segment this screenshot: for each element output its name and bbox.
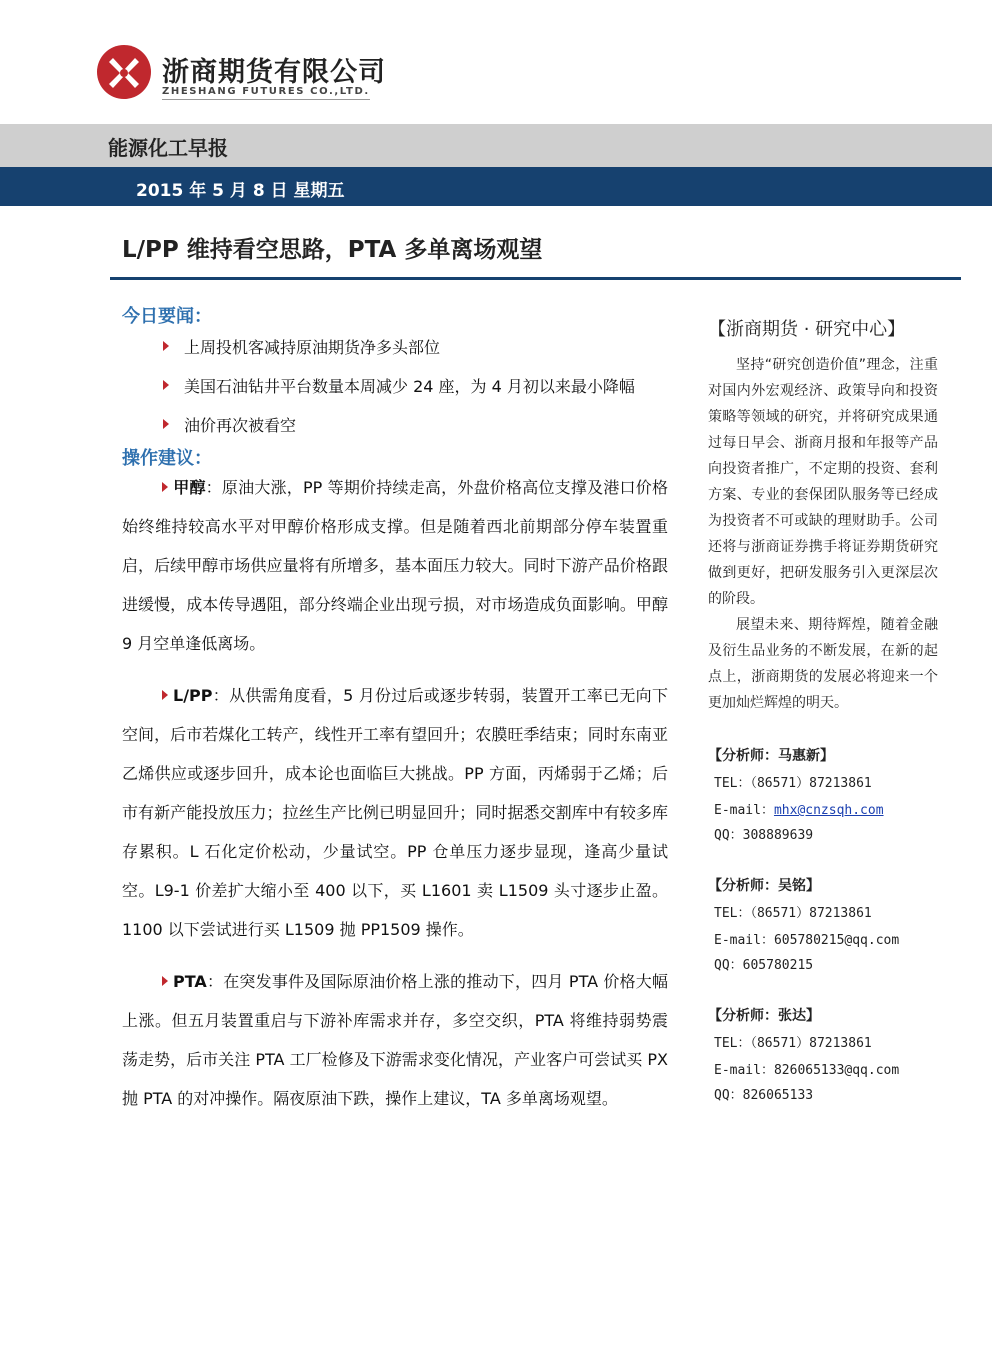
research-center-title: 【浙商期货 · 研究中心】 [708,319,906,340]
analyst-tel: TEL：（86571）87213861 [714,776,872,791]
advice-text: 从供需角度看，5 月份过后或逐步转弱，装置开工率已无向下空间，后市若煤化工转产，线性开工率有望回升；农膜旺季结束；同时东南亚乙烯供应或逐步回升，成本论也面临巨大挑战。PP 方面，丙烯弱于乙烯；后市有新产能投放压力；拉丝生产比例已明显回升；同时据悉交割库中有较多库存累积。L 石化定价松动，少量试空。PP 仓单压力逐步显现，逢高少量试空。L9-1 价差扩大缩小至 400 以下，买 L1601 卖 L1509 头寸逐步止盈。1100 以下尝试进行买 L1509 抛 PP1509 操作。 [122,686,668,939]
research-center-intro: 坚持“研究创造价值”理念，注重对国内外宏观经济、政策导向和投资策略等领域的研究，并将研究成果通过每日早会、浙商月报和年报等产品向投资者推广，不定期的投资、套利方案、专业的套保团队服务等已经成为投资者不可或缺的理财助手。公司还将与浙商证券携手将证券期货研究做到更好，把研发服务引入更深层次的阶段。 [708,357,938,607]
bullet-icon [162,482,168,492]
analyst-qq: QQ：605780215 [714,958,814,973]
advice-paragraph-methanol [122,468,668,663]
email-text: 826065133@qq.com [773,1063,900,1078]
advice-lead: L/PP [173,686,213,705]
header-divider [162,99,370,100]
analyst-name: 【分析师：张达】 [708,1008,820,1024]
advice-lead: 甲醇 [173,478,206,497]
analyst-email [714,799,884,818]
email-label: E-mail： [714,1063,774,1078]
email-text: 605780215@qq.com [773,933,900,948]
advice-lead: PTA [173,972,207,991]
advice-paragraph-pta [122,962,668,1118]
company-logo [96,44,152,100]
title-divider [110,277,961,280]
bullet-icon [162,690,168,700]
company-name-cn: 浙商期货有限公司 [162,57,386,88]
email-label: E-mail： [714,803,774,818]
bullet-icon [163,341,169,351]
analyst-email [714,1059,899,1078]
news-item: 油价再次被看空 [184,416,297,435]
bullet-icon [163,419,169,429]
news-item: 美国石油钻井平台数量本周减少 24 座，为 4 月初以来最小降幅 [184,377,635,396]
advice-paragraph-lpp [122,676,668,949]
bullet-icon [163,380,169,390]
news-item: 上周投机客减持原油期货净多头部位 [184,338,441,357]
report-date: 2015 年 5 月 8 日 星期五 [136,181,345,201]
analyst-qq: QQ：826065133 [714,1088,814,1103]
advice-heading: 操作建议： [122,448,212,469]
analyst-email [714,929,899,948]
email-link[interactable]: mhx@cnzsqh.com [773,803,884,818]
page-title: L/PP 维持看空思路，PTA 多单离场观望 [122,237,543,263]
news-heading: 今日要闻： [122,306,212,327]
advice-text: 原油大涨，PP 等期价持续走高，外盘价格高位支撑及港口价格始终维持较高水平对甲醇价格形成支撑。但是随着西北前期部分停车装置重启，后续甲醇市场供应量将有所增多，基本面压力较大。同时下游产品价格跟进缓慢，成本传导遇阻，部分终端企业出现亏损，对市场造成负面影响。甲醇 9 月空单逢低离场。 [122,478,668,653]
analyst-name: 【分析师：马惠新】 [708,748,834,764]
analyst-tel: TEL：（86571）87213861 [714,1036,872,1051]
analyst-tel: TEL：（86571）87213861 [714,906,872,921]
company-name-en: ZHESHANG FUTURES CO.,LTD. [162,86,370,97]
advice-text: 在突发事件及国际原油价格上涨的推动下，四月 PTA 价格大幅上涨。但五月装置重启与下游补库需求并存，多空交织，PTA 将维持弱势震荡走势，后市关注 PTA 工厂检修及下游需求变化情况，产业客户可尝试买 PX 抛 PTA 的对冲操作。隔夜原油下跌，操作上建议，TA 多单离场观望。 [122,972,668,1108]
advice-sep: ： [212,686,230,705]
advice-sep: ： [205,478,222,497]
research-center-outlook: 展望未来、期待辉煌，随着金融及衍生品业务的不断发展，在新的起点上，浙商期货的发展必将迎来一个更加灿烂辉煌的明天。 [708,617,938,711]
bullet-icon [162,976,168,986]
advice-sep: ： [206,972,224,991]
analyst-qq: QQ：308889639 [714,828,814,843]
report-type: 能源化工早报 [108,136,228,160]
analyst-name: 【分析师：吴铭】 [708,878,820,894]
email-label: E-mail： [714,933,774,948]
